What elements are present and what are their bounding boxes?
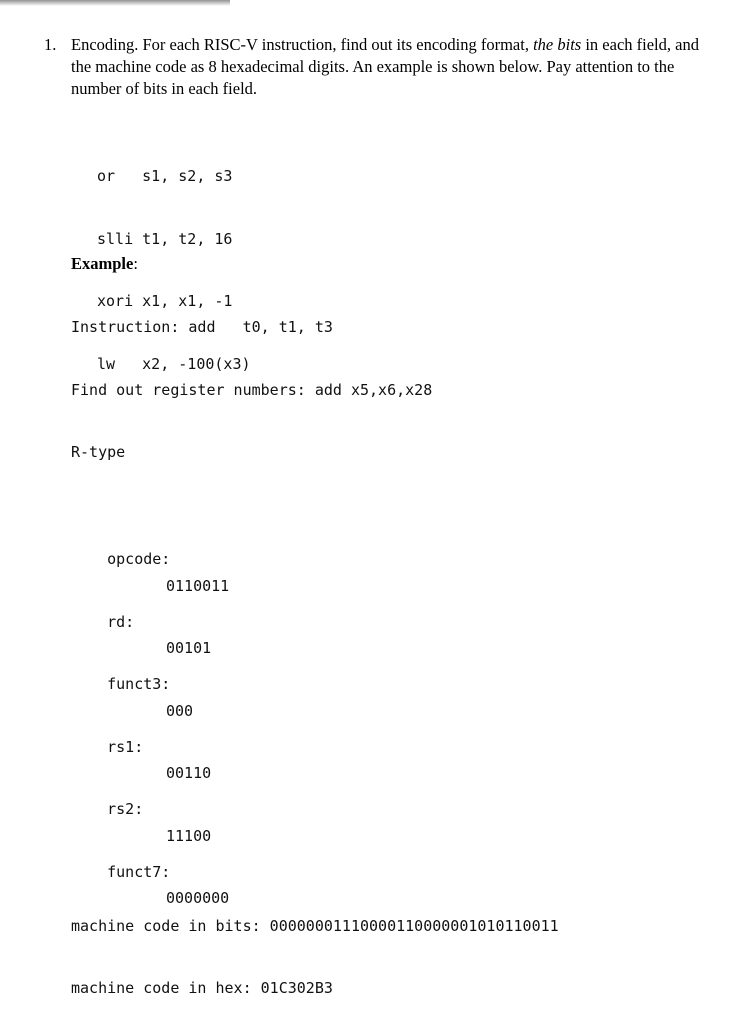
field-value: 0000000 (166, 889, 230, 907)
field-value: 00101 (166, 639, 212, 657)
question-text-part2: in each field, and the machine code as 8 hexadecimal digits. An example is shown below. Pay attention to the number of bits in each field. (71, 35, 699, 98)
example-heading-colon: : (133, 254, 138, 273)
question-text-part1: Encoding. For each RISC-V instruction, find out its encoding format, (71, 35, 534, 54)
example-block (71, 278, 559, 1020)
machine-code-hex: machine code in hex: 01C302B3 (71, 979, 333, 997)
field-value: 0110011 (166, 576, 230, 595)
instruction-line: or s1, s2, s3 (97, 167, 233, 185)
example-heading (71, 254, 138, 274)
field-value: 000 (166, 701, 194, 720)
field-name: rd: (107, 612, 135, 631)
field-funct3 (71, 645, 559, 720)
example-heading-text: Example (71, 254, 134, 273)
field-name: opcode: (107, 550, 171, 568)
question-number: 1. (44, 35, 57, 54)
field-funct7 (71, 832, 559, 907)
instruction-line: slli t1, t2, 16 (97, 229, 233, 248)
field-rs2 (71, 770, 559, 845)
field-name: rs1: (107, 737, 144, 756)
field-rs1 (71, 707, 559, 782)
question-text-emphasis: the bits (533, 35, 582, 54)
instruction-line: lw x2, -100(x3) (97, 354, 251, 373)
field-name: funct3: (107, 675, 171, 693)
question-1 (44, 34, 714, 100)
field-value: 11100 (166, 826, 212, 845)
field-rd (71, 582, 559, 657)
example-format-type: R-type (71, 443, 126, 461)
field-value: 00110 (166, 764, 212, 782)
machine-code-bits: machine code in bits: 00000001110000110000001010110011 (71, 916, 559, 935)
example-register-numbers: Find out register numbers: add x5,x6,x28 (71, 380, 433, 399)
field-opcode (71, 520, 559, 595)
cropped-header-fragment (0, 0, 230, 6)
instruction-line: xori x1, x1, -1 (97, 292, 233, 310)
example-instruction: Instruction: add t0, t1, t3 (71, 318, 333, 336)
field-name: rs2: (107, 800, 144, 818)
field-name: funct7: (107, 862, 171, 881)
question-text (71, 34, 714, 100)
